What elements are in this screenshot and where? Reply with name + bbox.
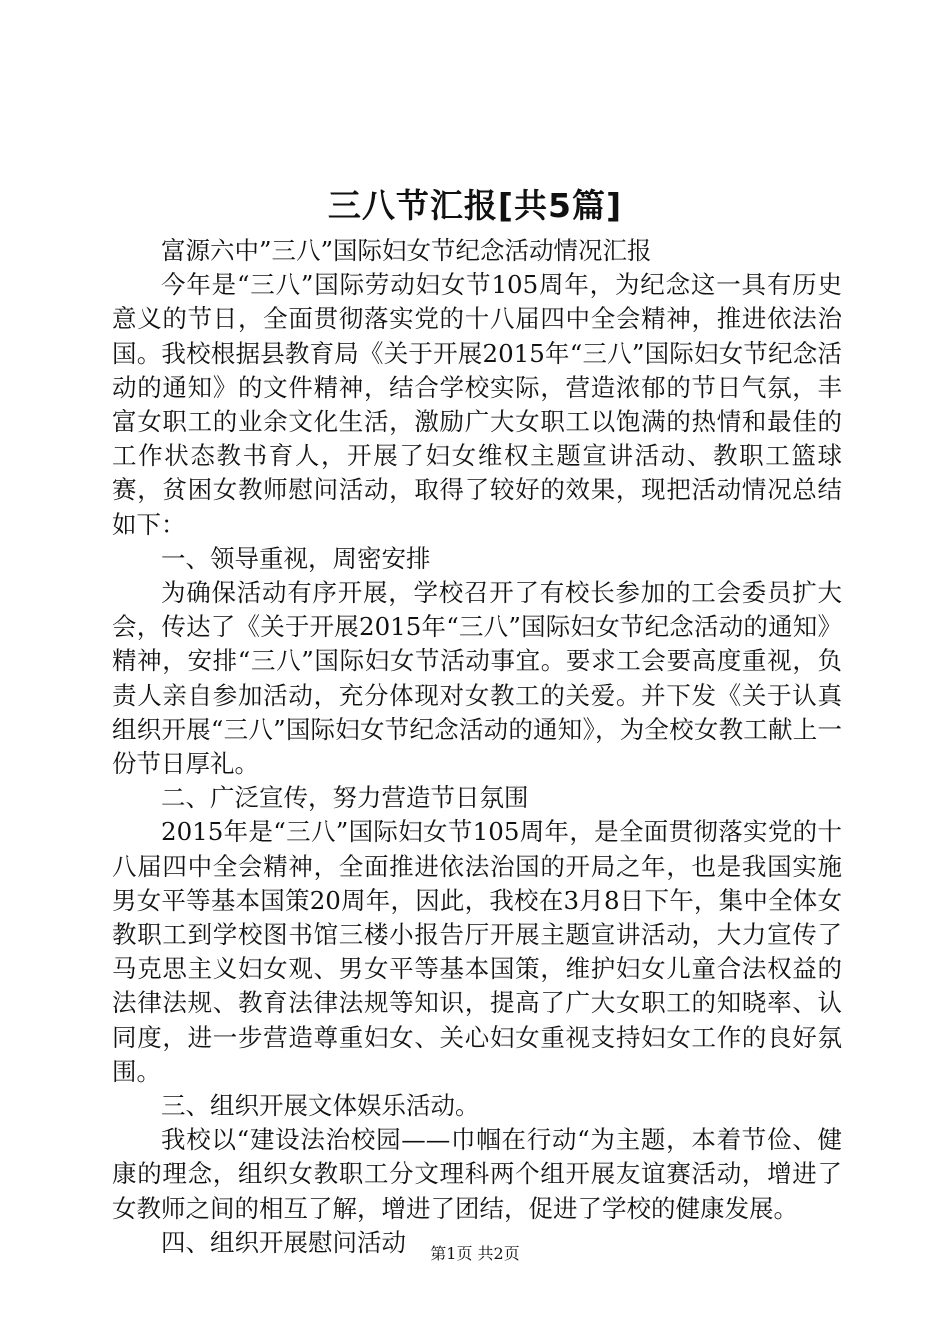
section-heading-2: 二、广泛宣传，努力营造节日氛围 — [161, 783, 529, 813]
report-subtitle: 富源六中”三八”国际妇女节纪念活动情况汇报 — [161, 236, 652, 265]
paragraph-section-1: 为确保活动有序开展，学校召开了有校长参加的工会委员扩大会，传达了《关于开展2015年“三八”国际妇女节纪念活动的通知》精神，安排“三八”国际妇女节活动事宜。要求工会要高度重视，负责人亲自参加活动，充分体现对女教工的关爱。并下发《关于认真组织开展“三八”国际妇女节纪念活动的通知》，为全校女教工献上一份节日厚礼。 — [112, 578, 842, 779]
section-heading-3: 三、组织开展文体娱乐活动。 — [161, 1091, 480, 1121]
section-heading-1: 一、领导重视，周密安排 — [161, 543, 431, 573]
page-title: 三八节汇报[共5篇] — [327, 186, 623, 225]
paragraph-section-2: 2015年是“三八”国际妇女节105周年，是全面贯彻落实党的十八届四中全会精神，全面推进依法治国的开局之年，也是我国实施男女平等基本国策20周年，因此，我校在3月8日下午，集中全体女教职工到学校图书馆三楼小报告厅开展主题宣讲活动，大力宣传了马克思主义妇女观、男女平等基本国策，维护妇女儿童合法权益的法律法规、教育法律法规等知识，提高了广大女职工的知晓率、认同度，进一步营造尊重妇女、关心妇女重视支持妇女工作的良好氛围。 — [112, 817, 842, 1086]
document-body — [112, 234, 842, 1260]
section-heading-4: 四、组织开展慰问活动 — [161, 1227, 406, 1257]
paragraph-section-3: 我校以“建设法治校园——巾帼在行动“为主题，本着节俭、健康的理念，组织女教职工分文理科两个组开展友谊赛活动，增进了女教师之间的相互了解，增进了团结，促进了学校的健康发展。 — [112, 1125, 842, 1223]
page-footer: 第1页 共2页 — [430, 1244, 520, 1263]
paragraph-intro: 今年是“三八”国际劳动妇女节105周年，为纪念这一具有历史意义的节日，全面贯彻落实党的十八届四中全会精神，推进依法治国。我校根据县教育局《关于开展2015年“三八”国际妇女节纪念活动的通知》的文件精神，结合学校实际，营造浓郁的节日气氛，丰富女职工的业余文化生活，激励广大女职工以饱满的热情和最佳的工作状态教书育人，开展了妇女维权主题宣讲活动、教职工篮球赛，贫困女教师慰问活动，取得了较好的效果，现把活动情况总结如下： — [112, 270, 842, 539]
